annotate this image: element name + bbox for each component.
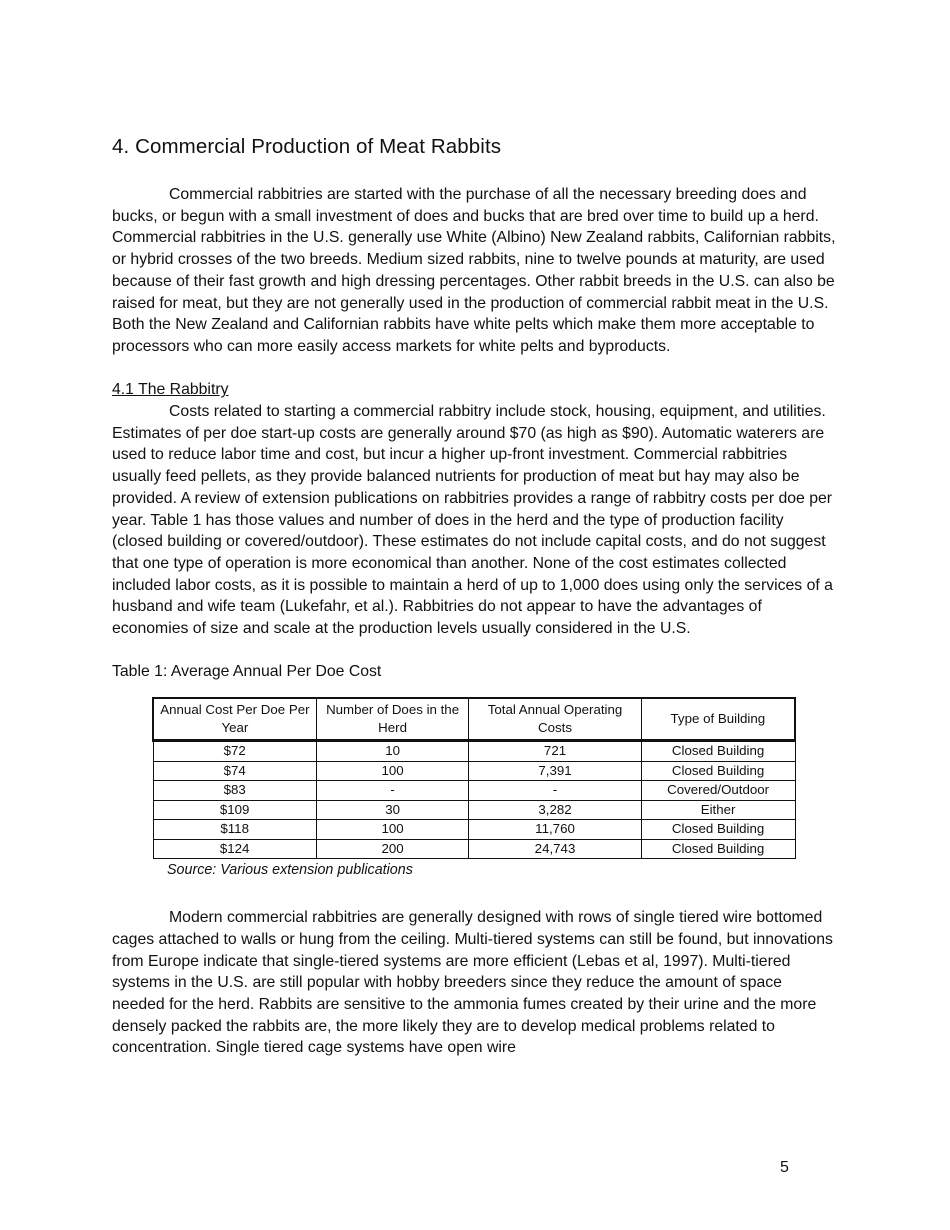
header-total-operating-costs: Total Annual Operating Costs <box>469 698 641 741</box>
cell-type-of-building: Closed Building <box>641 761 795 781</box>
cell-annual-cost: $83 <box>153 781 316 801</box>
cell-annual-cost: $109 <box>153 800 316 820</box>
cell-type-of-building: Closed Building <box>641 820 795 840</box>
cost-table-wrapper <box>152 697 797 880</box>
cell-type-of-building: Closed Building <box>641 741 795 762</box>
cell-number-of-does: 100 <box>316 820 468 840</box>
table-row <box>153 800 795 820</box>
section-title: 4. Commercial Production of Meat Rabbits <box>112 135 502 158</box>
cell-total-operating-costs: 11,760 <box>469 820 641 840</box>
table-row <box>153 741 795 762</box>
cell-total-operating-costs: 7,391 <box>469 761 641 781</box>
cost-table <box>152 697 796 859</box>
header-annual-cost: Annual Cost Per Doe Per Year <box>153 698 316 741</box>
table-row <box>153 820 795 840</box>
cell-number-of-does: 10 <box>316 741 468 762</box>
table-source-note: Source: Various extension publications <box>167 862 413 879</box>
subsection-title: 4.1 The Rabbitry <box>112 381 229 399</box>
cell-number-of-does: 200 <box>316 839 468 859</box>
intro-paragraph: Commercial rabbitries are started with the purchase of all the necessary breeding does and bucks, or begun with a small investment of does and bucks that are bred over time to build up a herd. Commercial rabbitries in the U.S. generally use White (Albino) New Zealand rabbits, Californian rabbits, or hybrid crosses of the two breeds. Medium sized rabbits, nine to twelve pounds at maturity, are used because of their fast growth and high dressing percentages. Other rabbit breeds in the U.S. can also be raised for meat, but they are not generally used in the production of commercial rabbit meat in the U.S. Both the New Zealand and Californian rabbits have white pelts which make them more acceptable to processors who can more easily access markets for white pelts and byproducts. <box>112 186 836 355</box>
page-content <box>112 133 836 1059</box>
cell-number-of-does: 100 <box>316 761 468 781</box>
cell-type-of-building: Covered/Outdoor <box>641 781 795 801</box>
cell-type-of-building: Closed Building <box>641 839 795 859</box>
cell-total-operating-costs: 3,282 <box>469 800 641 820</box>
cell-total-operating-costs: - <box>469 781 641 801</box>
cell-annual-cost: $118 <box>153 820 316 840</box>
cell-total-operating-costs: 24,743 <box>469 839 641 859</box>
table-row <box>153 761 795 781</box>
cell-type-of-building: Either <box>641 800 795 820</box>
cell-number-of-does: - <box>316 781 468 801</box>
header-type-of-building: Type of Building <box>641 698 795 741</box>
table-caption: Table 1: Average Annual Per Doe Cost <box>112 663 382 681</box>
table-row <box>153 839 795 859</box>
header-number-of-does: Number of Does in the Herd <box>316 698 468 741</box>
closing-paragraph: Modern commercial rabbitries are generally designed with rows of single tiered wire bottomed cages attached to walls or hung from the ceiling. Multi-tiered systems can still be found, but innovations from Europe indicate that single-tiered systems are more efficient (Lebas et al, 1997). Multi-tiered systems in the U.S. are still popular with hobby breeders since they reduce the amount of space needed for the herd. Rabbits are sensitive to the ammonia fumes created by their urine and the more densely packed the rabbits are, the more likely they are to develop medical problems related to concentration. Single tiered cage systems have open wire <box>112 909 833 1057</box>
table-header-row <box>153 698 795 741</box>
cell-number-of-does: 30 <box>316 800 468 820</box>
rabbitry-paragraph: Costs related to starting a commercial rabbitry include stock, housing, equipment, and utilities. Estimates of per doe start-up costs are generally around $70 (as high as $90). Automatic waterers are used to reduce labor time and cost, but incur a higher up-front investment. Commercial rabbitries usually feed pellets, as they provide balanced nutrients for production of meat but hay may also be provided. A review of extension publications on rabbitries provides a range of rabbitry costs per doe per year. Table 1 has those values and number of does in the herd and the type of production facility (closed building or covered/outdoor). These estimates do not include capital costs, and do not suggest that one type of operation is more economical than another. None of the cost estimates collected included labor costs, as it is possible to maintain a herd of up to 1,000 does using only the services of a husband and wife team (Lukefahr, et al.). Rabbitries do not appear to have the advantages of economies of size and scale at the production levels usually considered in the U.S. <box>112 403 833 638</box>
table-row <box>153 781 795 801</box>
cell-annual-cost: $124 <box>153 839 316 859</box>
cell-annual-cost: $72 <box>153 741 316 762</box>
page-number: 5 <box>780 1159 789 1176</box>
cell-annual-cost: $74 <box>153 761 316 781</box>
cell-total-operating-costs: 721 <box>469 741 641 762</box>
